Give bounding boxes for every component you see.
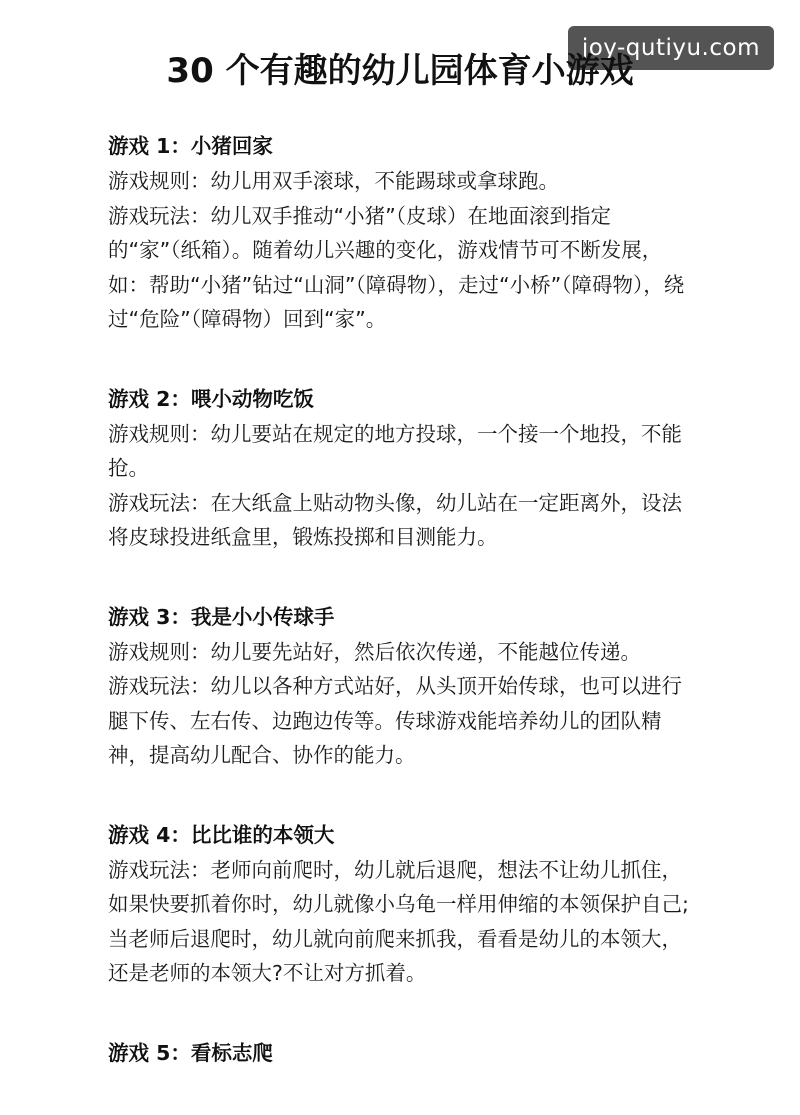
game-play-text: 游戏玩法：在大纸盒上贴动物头像，幼儿站在一定距离外，设法将皮球投进纸盒里，锻炼投掷和目测能力。 <box>108 490 682 549</box>
game-section <box>108 1035 698 1071</box>
game-section <box>108 599 698 773</box>
article-body <box>108 128 698 1115</box>
game-play-text: 游戏玩法：幼儿以各种方式站好，从头顶开始传球，也可以进行腿下传、左右传、边跑边传等。传球游戏能培养幼儿的团队精神，提高幼儿配合、协作的能力。 <box>108 674 682 767</box>
game-rule-text: 游戏规则：幼儿要站在规定的地方投球，一个接一个地投，不能抢。 <box>108 421 682 480</box>
game-play-text: 游戏玩法：幼儿双手推动“小猪”（皮球）在地面滚到指定的“家”（纸箱）。随着幼儿兴趣的变化，游戏情节可不断发展，如：帮助“小猪”钻过“山洞”（障碍物），走过“小桥”（障碍物），绕过“危险”（障碍物）回到“家”。 <box>108 203 685 331</box>
game-heading: 游戏 4：比比谁的本领大 <box>108 822 335 847</box>
game-section <box>108 381 698 555</box>
game-heading: 游戏 1：小猪回家 <box>108 134 273 158</box>
game-section <box>108 128 698 337</box>
game-heading: 游戏 3：我是小小传球手 <box>108 604 335 629</box>
page-title: 30 个有趣的幼儿园体育小游戏 <box>166 51 634 91</box>
game-rule-text: 游戏规则：幼儿要先站好，然后依次传递，不能越位传递。 <box>108 639 641 664</box>
game-rule-text: 游戏规则：幼儿用双手滚球，不能踢球或拿球跑。 <box>108 169 559 193</box>
game-heading: 游戏 2：喂小动物吃饭 <box>108 386 314 411</box>
site-watermark: joy-qutiyu.com <box>568 26 774 70</box>
game-heading: 游戏 5：看标志爬 <box>108 1040 273 1065</box>
game-section <box>108 817 698 991</box>
game-play-text: 游戏玩法：老师向前爬时，幼儿就后退爬，想法不让幼儿抓住，如果快要抓着你时，幼儿就像小乌龟一样用伸缩的本领保护自己;当老师后退爬时，幼儿就向前爬来抓我，看看是幼儿的本领大，还是老师的本领大?不让对方抓着。 <box>108 857 689 985</box>
